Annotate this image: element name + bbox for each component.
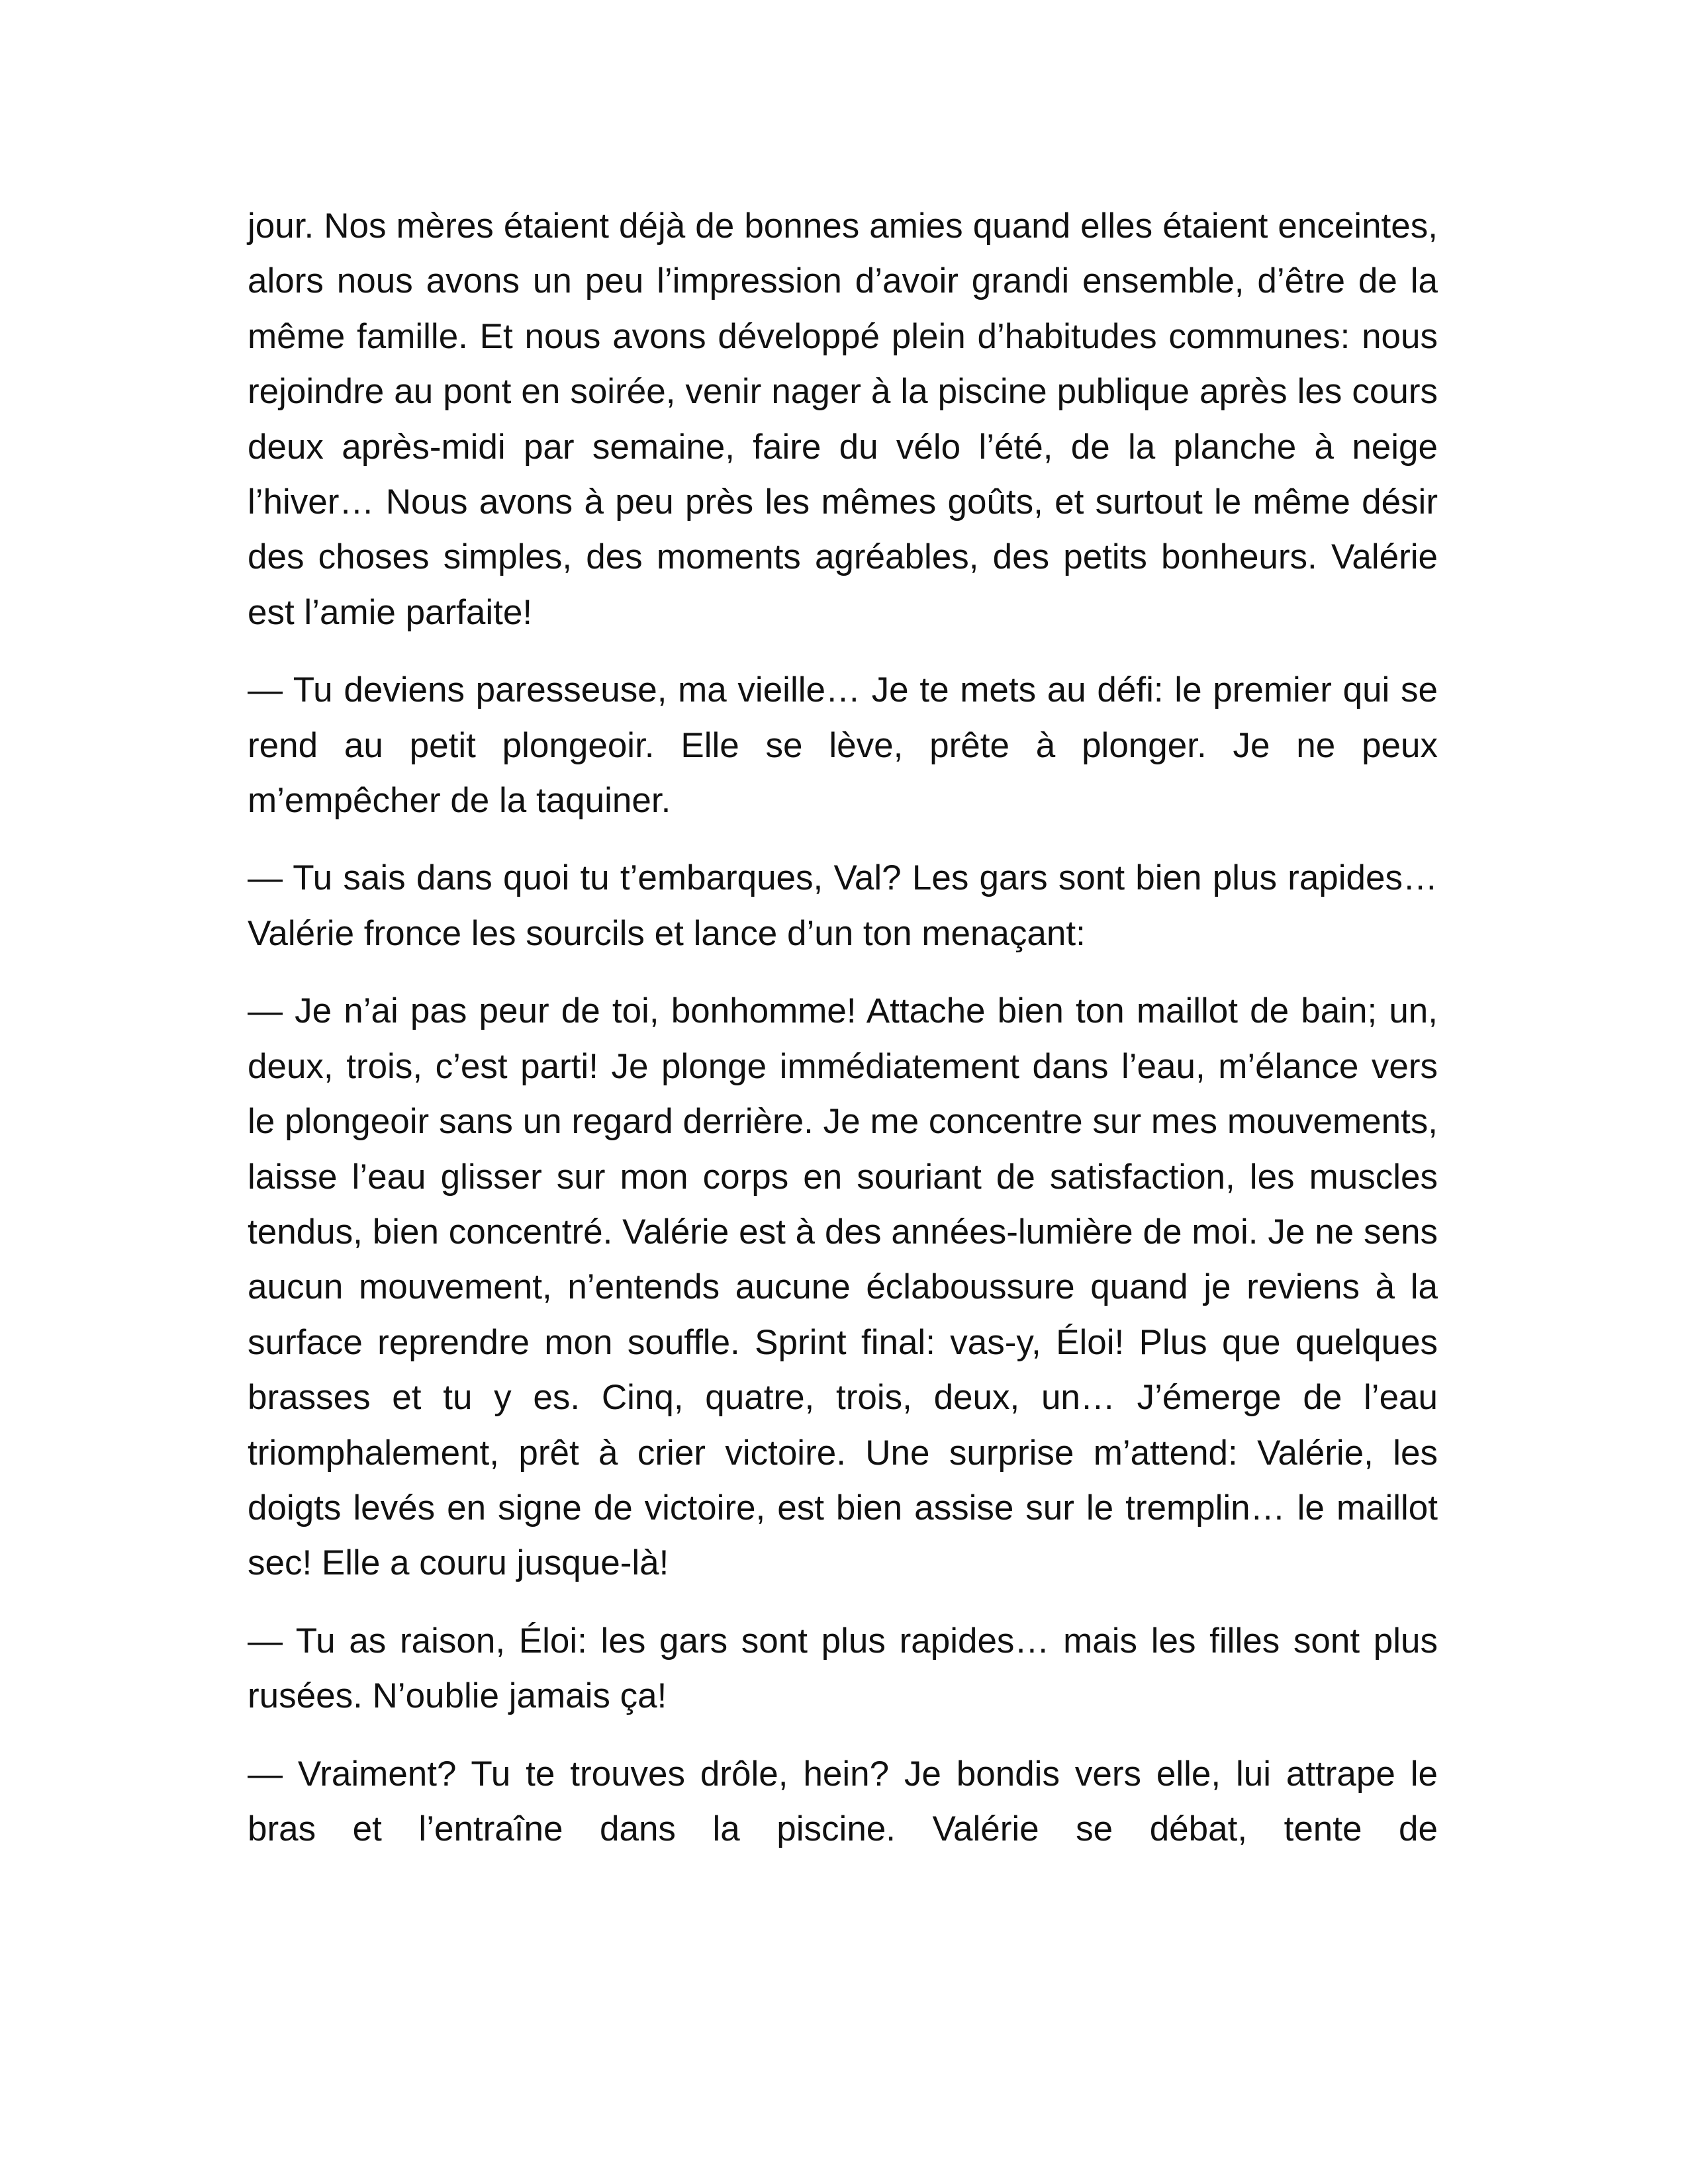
- paragraph-valerie-reply: — Tu as raison, Éloi: les gars sont plus rapides… mais les filles sont plus rusées. N’oublie jamais ça!: [248, 1621, 1438, 1716]
- paragraph-childhood-friendship: jour. Nos mères étaient déjà de bonnes amies quand elles étaient enceintes, alors nous avons un peu l’impression d’avoir grandi ensemble, d’être de la même famille. Et nous avons développé plein d’habitudes communes: nous rejoindre au pont en soirée, venir nager à la piscine publique après les cours deux après-midi par semaine, faire du vélo l’été, de la planche à neige l’hiver… Nous avons à peu près les mêmes goûts, et surtout le même désir des choses simples, des moments agréables, des petits bonheurs. Valérie est l’amie parfaite!: [248, 206, 1438, 632]
- paragraph-teasing: — Tu sais dans quoi tu t’embarques, Val? Les gars sont bien plus rapides… Valérie fronce les sourcils et lance d’un ton menaçant:: [248, 858, 1438, 953]
- body-text: [248, 199, 1438, 1856]
- paragraph-pull-into-pool: — Vraiment? Tu te trouves drôle, hein? Je bondis vers elle, lui attrape le bras et l’entraîne dans la piscine. Valérie se débat, tente de: [248, 1754, 1438, 1848]
- paragraph-challenge: — Tu deviens paresseuse, ma vieille… Je te mets au défi: le premier qui se rend au petit plongeoir. Elle se lève, prête à plonger. Je ne peux m’empêcher de la taquiner.: [248, 670, 1438, 821]
- paragraph-race: — Je n’ai pas peur de toi, bonhomme! Attache bien ton maillot de bain; un, deux, trois, c’est parti! Je plonge immédiatement dans l’eau, m’élance vers le plongeoir sans un regard derrière. Je me concentre sur mes mouvements, laisse l’eau glisser sur mon corps en souriant de satisfaction, les muscles tendus, bien concentré. Valérie est à des années-lumière de moi. Je ne sens aucun mouvement, n’entends aucune éclaboussure quand je reviens à la surface reprendre mon souffle. Sprint final: vas-y, Éloi! Plus que quelques brasses et tu y es. Cinq, quatre, trois, deux, un… J’émerge de l’eau triomphalement, prêt à crier victoire. Une surprise m’attend: Valérie, les doigts levés en signe de victoire, est bien assise sur le tremplin… le maillot sec! Elle a couru jusque-là!: [248, 991, 1438, 1583]
